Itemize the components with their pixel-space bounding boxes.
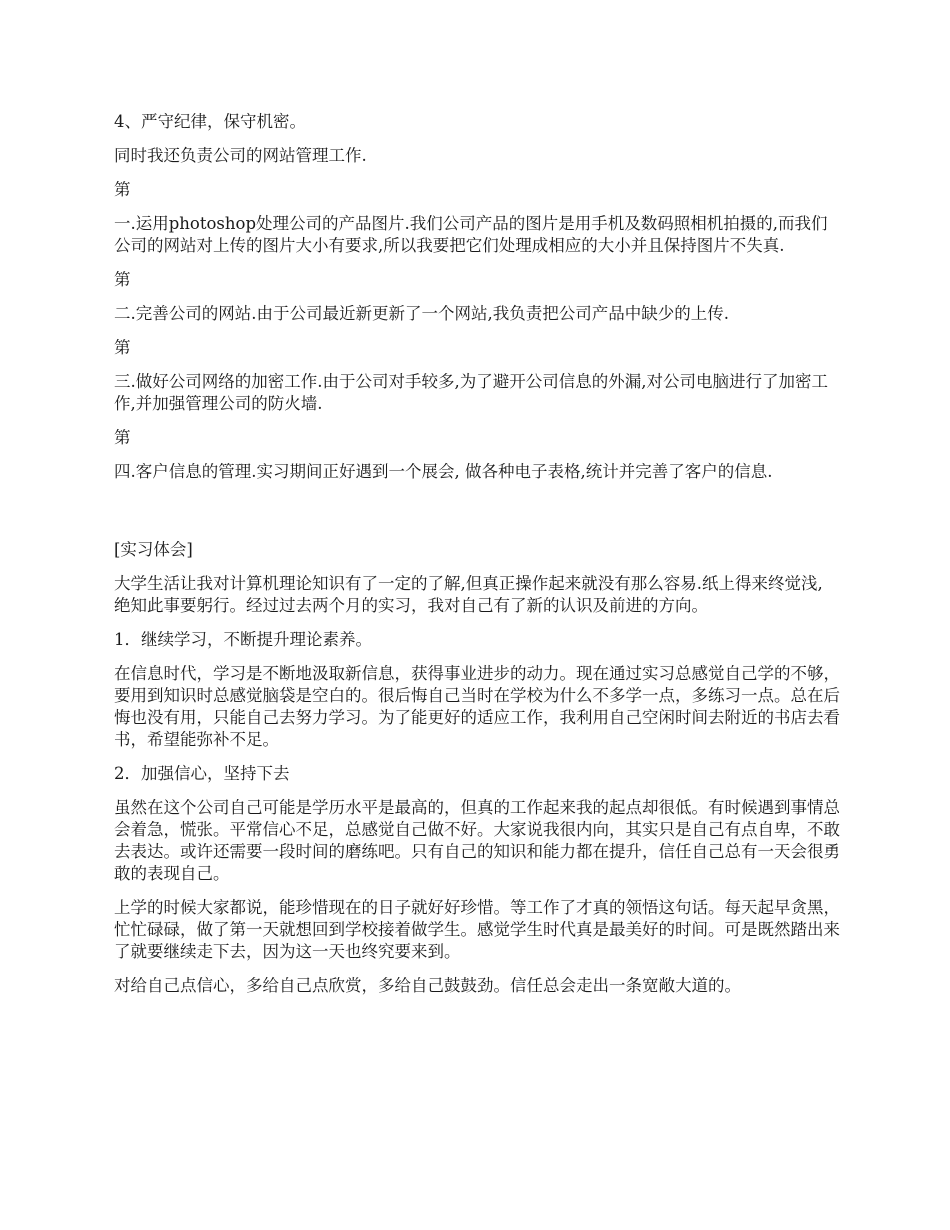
paragraph-point-1-title: 1．继续学习，不断提升理论素养。 [114, 630, 372, 649]
paragraph-task-2: 二.完善公司的网站.由于公司最近新更新了一个网站,我负责把公司产品中缺少的上传. [114, 304, 729, 323]
paragraph-intro: 大学生活让我对计算机理论知识有了一定的了解,但真正操作起来就没有那么容易.纸上得来终觉浅, 绝知此事要躬行。经过过去两个月的实习，我对自己有了新的认识及前进的方向。 [114, 574, 823, 615]
paragraph-rule-4: 4、严守纪律，保守机密。 [114, 112, 306, 131]
paragraph-ordinal-prefix: 第 [114, 180, 131, 199]
paragraph-task-1: 一.运用photoshop处理公司的产品图片.我们公司产品的图片是用手机及数码照相机拍摄的,而我们公司的网站对上传的图片大小有要求,所以我要把它们处理成相应的大小并且保持图片不失真. [114, 214, 828, 255]
paragraph-point-2-body: 虽然在这个公司自己可能是学历水平是最高的，但真的工作起来我的起点却很低。有时候遇到事情总会着急，慌张。平常信心不足，总感觉自己做不好。大家说我很内向，其实只是自己有点自卑，不敢去表达。或许还需要一段时间的磨练吧。只有自己的知识和能力都在提升，信任自己总有一天会很勇敢的表现自己。 [114, 798, 840, 883]
section-heading: [实习体会] [114, 540, 193, 559]
paragraph-point-1-body: 在信息时代，学习是不断地汲取新信息，获得事业进步的动力。现在通过实习总感觉自己学的不够，要用到知识时总感觉脑袋是空白的。很后悔自己当时在学校为什么不多学一点，多练习一点。总在后悔也没有用，只能自己去努力学习。为了能更好的适应工作，我利用自己空闲时间去附近的书店去看书，希望能弥补不足。 [114, 664, 840, 749]
paragraph-website-duty: 同时我还负责公司的网站管理工作. [114, 146, 367, 165]
paragraph-ordinal-prefix: 第 [114, 428, 131, 447]
paragraph-ordinal-prefix: 第 [114, 270, 131, 289]
blank-spacer [114, 495, 840, 539]
document-page [114, 111, 840, 1009]
paragraph-reflection: 上学的时候大家都说，能珍惜现在的日子就好好珍惜。等工作了才真的领悟这句话。每天起早贪黑，忙忙碌碌，做了第一天就想回到学校接着做学生。感觉学生时代真是最美好的时间。可是既然踏出来了就要继续走下去，因为这一天也终究要来到。 [114, 898, 840, 961]
paragraph-closing: 对给自己点信心，多给自己点欣赏，多给自己鼓鼓劲。信任总会走出一条宽敞大道的。 [114, 976, 741, 995]
paragraph-ordinal-prefix: 第 [114, 338, 131, 357]
paragraph-task-4: 四.客户信息的管理.实习期间正好遇到一个展会, 做各种电子表格,统计并完善了客户的信息. [114, 462, 773, 481]
paragraph-task-3: 三.做好公司网络的加密工作.由于公司对手较多,为了避开公司信息的外漏,对公司电脑进行了加密工作,并加强管理公司的防火墙. [114, 372, 828, 413]
paragraph-point-2-title: 2．加强信心，坚持下去 [114, 764, 290, 783]
